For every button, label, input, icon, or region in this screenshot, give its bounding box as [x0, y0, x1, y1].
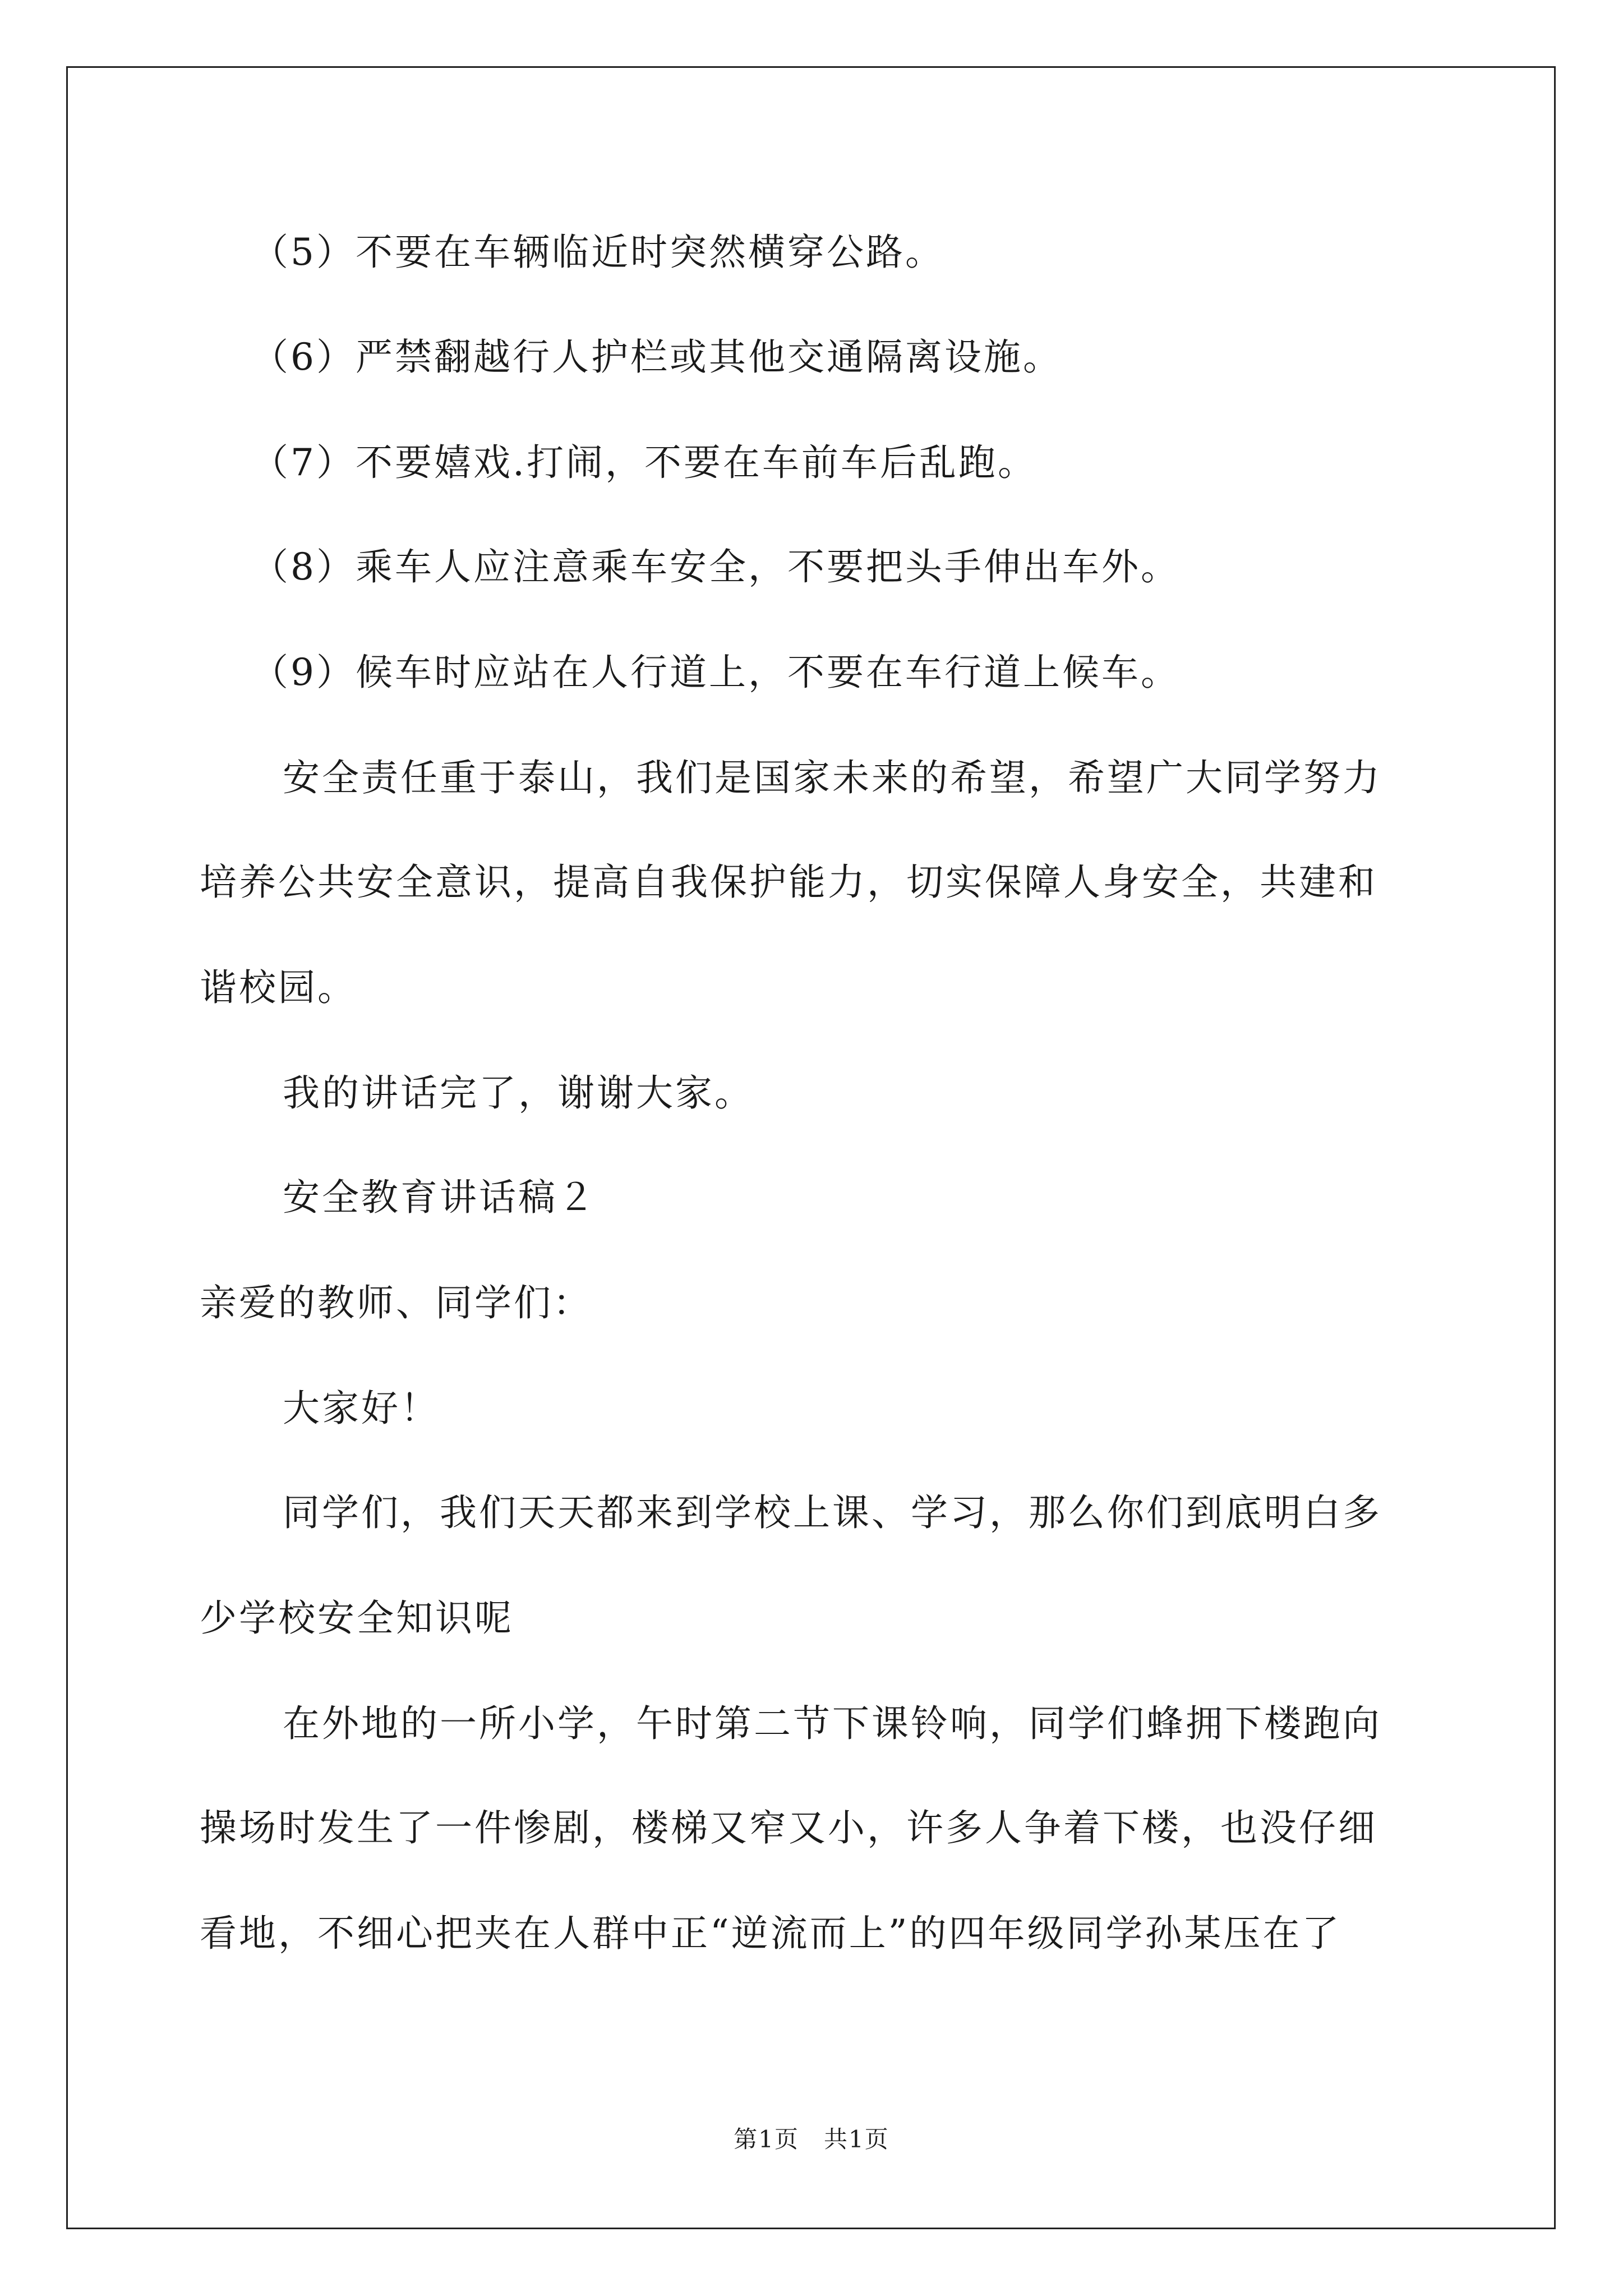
- section-title: 安全教育讲话稿２: [283, 1176, 597, 1219]
- rule-item-5: （5）不要在车辆临近时突然横穿公路。: [251, 231, 944, 274]
- paragraph-line: 操场时发生了一件惨剧，楼梯又窄又小，许多人争着下楼，也没仔细: [200, 1806, 1377, 1849]
- paragraph-line: 同学们，我们天天都来到学校上课、学习，那么你们到底明白多: [283, 1491, 1382, 1534]
- rule-item-7: （7）不要嬉戏.打闹，不要在车前车后乱跑。: [251, 441, 1037, 484]
- greeting: 大家好！: [283, 1387, 440, 1430]
- paragraph-line: 谐校园。: [200, 966, 357, 1009]
- paragraph-line: 培养公共安全意识，提高自我保护能力，切实保障人身安全，共建和: [200, 861, 1377, 904]
- page-footer: 第1页 共1页: [734, 2125, 889, 2153]
- rule-item-8: （8）乘车人应注意乘车安全，不要把头手伸出车外。: [251, 545, 1180, 588]
- paragraph-line: 看地，不细心把夹在人群中正“逆流而上”的四年级同学孙某压在了: [200, 1912, 1341, 1955]
- rule-item-9: （9）候车时应站在人行道上，不要在车行道上候车。: [251, 651, 1180, 694]
- paragraph-line: 我的讲话完了，谢谢大家。: [283, 1071, 754, 1115]
- salutation: 亲爱的教师、同学们：: [200, 1281, 592, 1324]
- paragraph-line: 在外地的一所小学，午时第二节下课铃响，同学们蜂拥下楼跑向: [283, 1702, 1382, 1745]
- rule-item-6: （6）严禁翻越行人护栏或其他交通隔离设施。: [251, 335, 1062, 379]
- paragraph-line: 少学校安全知识呢: [200, 1596, 514, 1640]
- page-border: [66, 66, 1556, 2229]
- paragraph-line: 安全责任重于泰山，我们是国家未来的希望，希望广大同学努力: [283, 756, 1382, 799]
